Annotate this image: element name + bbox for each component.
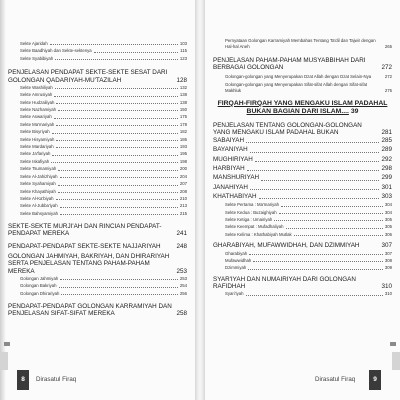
entry-title: Dzimmiyah	[225, 265, 247, 271]
section-page: 272	[381, 64, 392, 72]
section-title: GOLONGAN JAHMIYAH, BAKRIYAH, DAN DHIRARIYAH SERTA PENJELASAN TENTANG PAHAM-PAHAM MEREKA	[8, 253, 170, 275]
entry-page: 265	[384, 44, 392, 49]
toc-entry	[8, 55, 187, 62]
chapter-title-line2	[213, 108, 392, 116]
entry-title: Sekte Khayathiyah	[20, 188, 56, 194]
entry-page: 272	[384, 73, 392, 79]
toc-entry	[8, 210, 187, 217]
entry-page: 292	[381, 155, 392, 163]
entry-page: 275	[384, 87, 392, 93]
entry-page: 150	[179, 107, 187, 113]
leader-dots	[60, 214, 178, 215]
toc-entry	[8, 195, 187, 202]
entry-title: SABAIYAH	[213, 137, 245, 145]
leader-dots	[58, 185, 178, 186]
leader-dots	[279, 213, 383, 214]
leader-dots	[52, 133, 178, 134]
entry-title: Sekte Syahamiyah	[20, 181, 56, 187]
entry-page: 298	[381, 165, 392, 173]
toc-entry	[213, 231, 392, 238]
leader-dots	[261, 180, 379, 181]
left-page	[0, 0, 195, 400]
toc-entry	[213, 223, 392, 230]
section-heading	[8, 69, 187, 84]
leader-dots	[52, 155, 177, 156]
entry-title: Sekte Ajaridah	[20, 41, 48, 46]
entry-title: Sekte Ma'mariyah	[20, 121, 55, 127]
toc-entry	[213, 38, 392, 50]
leader-dots	[60, 207, 178, 208]
section-title: GHARABIYAH, MUFAWWIDHAH, DAN DZIMMIYAH	[213, 242, 360, 250]
leader-dots	[286, 228, 383, 229]
section-items	[213, 250, 392, 272]
toc-entry	[213, 192, 392, 201]
entry-page: 115	[180, 48, 187, 54]
section-title: SEKTE-SEKTE MURJI'AH DAN RINCIAN PENDAPAT-PENDAPAT MEREKA	[8, 223, 162, 238]
entry-title: Golongan-golongan yang Menyerupakan Sifat-sifat Allah dengan Sifat-sifat Makhluk	[225, 81, 368, 93]
toc-entry	[213, 74, 392, 80]
toc-entry	[213, 290, 392, 297]
entry-page: 204	[179, 173, 187, 179]
entry-title: Sekte Tsumamiyah	[20, 166, 57, 172]
entry-title: Sekte Bisyriyah	[20, 129, 50, 135]
entry-page: 178	[179, 121, 187, 127]
entry-title: HARBIYAH	[213, 165, 245, 173]
entry-page: 305	[384, 224, 392, 230]
toc-entry	[8, 282, 187, 289]
entry-title: Sekte Ketiga : Umairiyah	[225, 217, 273, 223]
chapter-title	[213, 100, 392, 116]
book-gutter	[195, 0, 205, 400]
toc-entry	[8, 91, 187, 98]
section-page: 310	[381, 283, 392, 291]
section-items	[8, 275, 187, 297]
page-edge-shadow	[0, 0, 6, 400]
section-page: 253	[176, 267, 187, 275]
leader-dots	[94, 52, 178, 53]
entry-title: Golongan Dhirariyah	[20, 290, 60, 296]
entry-page: 193	[179, 144, 187, 150]
section-page: 241	[176, 230, 187, 238]
page-number: 9	[369, 370, 381, 390]
entry-page: 195	[179, 151, 187, 157]
leader-dots	[55, 88, 178, 89]
entry-title: Golongan Bakriyah	[20, 283, 57, 289]
entry-title: Sekte Aswariyah	[20, 114, 52, 120]
entry-title: Sekte Iskafiyah	[20, 158, 50, 164]
toc-entry	[213, 145, 392, 154]
chapter-title-text: BUKAN BAGIAN DARI ISLAM....	[246, 107, 349, 115]
section-page: 248	[176, 242, 187, 250]
toc-entry	[8, 150, 187, 157]
toc-entry	[8, 40, 187, 47]
entry-title: Sekte Ja'fariyah	[20, 151, 51, 157]
leader-dots	[58, 110, 178, 111]
leader-dots	[51, 162, 178, 163]
entry-page: 210	[179, 195, 187, 201]
leader-dots	[248, 269, 383, 270]
leader-dots	[255, 161, 380, 162]
leader-dots	[246, 142, 379, 143]
entry-page: 207	[179, 181, 187, 187]
entry-title: Sekte Keempat : Mufadhaliyah	[225, 224, 284, 230]
toc-entry	[8, 106, 187, 113]
entry-page: 215	[179, 210, 187, 216]
entry-page: 182	[179, 129, 187, 135]
entry-page: 306	[384, 231, 392, 237]
toc-entry	[213, 155, 392, 164]
entry-page: 132	[179, 84, 187, 90]
entry-title: Sekte Amrusiyah	[20, 92, 53, 98]
leader-dots	[56, 140, 177, 141]
leader-dots	[56, 199, 178, 200]
page-tab-marker	[4, 342, 10, 346]
entry-title: Sekte Kedua : Buzaighiyah	[225, 209, 277, 215]
entry-title: Pernyataan Golongan Karramiyah Membahas Tentang Ta'dil dan Tajwir dengan Hal-hal Aneh	[225, 38, 376, 49]
toc-entry	[8, 84, 187, 91]
entry-page: 208	[179, 188, 187, 194]
entry-title: Golongan-golongan yang Menyerupakan Dzat Allah dengan Dzat Selain-Nya	[225, 73, 372, 79]
section-heading	[8, 303, 187, 318]
section-heading	[8, 243, 187, 250]
leader-dots	[56, 125, 178, 126]
entry-title: Sekte Syabibiyah	[20, 55, 54, 61]
page-footer	[205, 366, 400, 400]
section-heading	[213, 242, 392, 249]
toc-entry	[213, 257, 392, 264]
entry-title: Sekte Al-Jubba'iyah	[20, 203, 58, 209]
section-heading	[8, 223, 187, 238]
entry-page: 304	[384, 209, 392, 215]
entry-page: 303	[381, 192, 392, 200]
page-footer	[0, 366, 195, 400]
toc-entry	[213, 216, 392, 223]
entry-page: 138	[179, 99, 187, 105]
toc-entry	[8, 165, 187, 172]
toc-entry	[8, 136, 187, 143]
leader-dots	[58, 192, 178, 193]
entry-page: 299	[381, 174, 392, 182]
entry-page: 285	[381, 137, 392, 145]
leader-dots	[50, 44, 178, 45]
leader-dots	[246, 295, 383, 296]
toc-entry	[8, 121, 187, 128]
entry-page: 253	[179, 275, 187, 281]
toc-entry	[8, 202, 187, 209]
left-toc	[8, 40, 187, 318]
leader-dots	[56, 103, 177, 104]
page-tab-marker	[390, 342, 396, 346]
leader-dots	[54, 118, 178, 119]
section-title: SYAR'IYAH DAN NUMAIRIYAH DARI GOLONGAN RAFIDHAH	[213, 275, 356, 291]
entry-title: KHATHABIYAH	[213, 192, 257, 200]
toc-entry	[8, 143, 187, 150]
toc-entry	[8, 173, 187, 180]
leader-dots	[259, 198, 380, 199]
entry-page: 309	[384, 265, 392, 271]
entry-title: MUGHIRIYAH	[213, 155, 253, 163]
main-entries	[213, 136, 392, 201]
entry-page: 103	[179, 41, 187, 46]
entry-page: 138	[179, 92, 187, 98]
entry-page: 307	[384, 250, 392, 256]
leader-dots	[253, 261, 383, 262]
section-heading	[213, 122, 392, 137]
leader-dots	[281, 206, 383, 207]
entry-page: 256	[179, 290, 187, 296]
section-items	[213, 290, 392, 297]
leader-dots	[61, 294, 177, 295]
leader-dots	[58, 170, 178, 171]
section-page: 307	[381, 242, 392, 250]
toc-entry	[8, 47, 187, 54]
entry-page: 305	[384, 217, 392, 223]
page-number: 8	[17, 370, 29, 390]
toc-entry	[213, 183, 392, 192]
entry-title: Sekte Al-Jahizhiyah	[20, 173, 58, 179]
entry-title: Sekte Hisyamiyah	[20, 136, 55, 142]
entry-page: 123	[179, 55, 187, 61]
leader-dots	[60, 279, 178, 280]
entry-title: Sekte Washiliyah	[20, 84, 53, 90]
toc-entry	[8, 113, 187, 120]
toc-entry	[8, 188, 187, 195]
leader-dots	[249, 254, 383, 255]
entry-page: 213	[179, 203, 187, 209]
toc-entry	[8, 290, 187, 297]
section-title: PENJELASAN PENDAPAT SEKTE-SEKTE SESAT DARI GOLONGAN QADARIYAH-MU'TAZILAH	[8, 69, 168, 84]
leader-dots	[294, 235, 383, 236]
leader-dots	[54, 96, 178, 97]
leader-dots	[274, 220, 383, 221]
toc-entry	[8, 158, 187, 165]
section-heading	[213, 276, 392, 291]
toc-entry	[8, 99, 187, 106]
entry-page: 308	[384, 258, 392, 263]
toc-entry	[213, 264, 392, 271]
entry-page: 186	[179, 136, 187, 142]
entry-page: 304	[384, 202, 392, 208]
entry-title: MANSHURIYAH	[213, 174, 260, 182]
entry-title: Sekte Baadhiyah dan Sekte-sektenya	[20, 48, 92, 54]
entry-page: 289	[381, 146, 392, 154]
running-title: Dirasatul Firaq	[315, 376, 356, 383]
section-title: PENDAPAT-PENDAPAT SEKTE-SEKTE NAJJARIYAH	[8, 242, 161, 250]
entry-page: 254	[179, 283, 187, 289]
section-heading	[213, 57, 392, 72]
entry-title: Sekte Kelima : Khathabiyah Mutlak	[225, 231, 292, 237]
toc-entry	[8, 275, 187, 282]
toc-entry	[213, 209, 392, 216]
entry-title: Sekte Hudzailiyah	[20, 99, 55, 105]
entry-title: Golongan Jahmiyah	[20, 275, 59, 281]
toc-entry	[213, 173, 392, 182]
entry-title: Sekte Bahsyamiyah	[20, 210, 58, 216]
entry-page: 301	[381, 183, 392, 191]
right-page	[205, 0, 400, 400]
entry-page: 175	[179, 114, 187, 120]
entry-title: Mufawwidhah	[225, 258, 252, 263]
section-page: 281	[381, 128, 392, 136]
toc-entry	[8, 180, 187, 187]
entry-title: Sekte Mardariyah	[20, 144, 54, 150]
right-toc	[213, 38, 392, 298]
section-page: 128	[176, 76, 187, 84]
section-items	[8, 84, 187, 217]
section-page: 258	[176, 310, 187, 318]
leader-dots	[59, 287, 178, 288]
section-title: PENJELASAN PAHAM-PAHAM MUSYABBIHAH DARI BERBAGAI GOLONGAN	[213, 57, 366, 72]
section-title: PENDAPAT-PENDAPAT GOLONGAN KARRAMIYAH DAN PENJELASAN SIFAT-SIFAT MEREKA	[8, 303, 172, 318]
entry-title: Gharabiyah	[225, 250, 248, 256]
toc-entry	[213, 82, 392, 94]
toc-entry	[213, 250, 392, 257]
entry-title: Syari'iyah	[225, 291, 244, 297]
entry-page: 200	[179, 166, 187, 172]
toc-entry	[8, 128, 187, 135]
entry-title: JANAHIYAH	[213, 183, 248, 191]
entry-title: Sekte Nazhamiyah	[20, 107, 57, 113]
entry-page: 310	[384, 291, 392, 297]
chapter-title-line1: FIRQAH-FIRQAH YANG MENGAKU ISLAM PADAHAL	[217, 99, 388, 107]
leader-dots	[60, 177, 178, 178]
leader-dots	[250, 152, 380, 153]
toc-entry	[213, 136, 392, 145]
section-items	[213, 201, 392, 238]
toc-entry	[213, 164, 392, 173]
chapter-page: 39	[350, 107, 359, 115]
entry-page: 198	[179, 158, 187, 164]
entry-title: Sekte Pertama : Ma'mariyah	[225, 202, 280, 208]
leader-dots	[55, 59, 178, 60]
entry-title: Sekte Al-Ka'biyah	[20, 195, 54, 201]
section-title: PENJELASAN TENTANG GOLONGAN-GOLONGAN YANG MENGAKU ISLAM PADAHAL BUKAN	[213, 121, 362, 136]
entry-title: BAYANIYAH	[213, 146, 248, 154]
leader-dots	[250, 189, 380, 190]
section-heading	[8, 253, 187, 275]
leader-dots	[56, 147, 178, 148]
leader-dots	[247, 170, 380, 171]
toc-entry	[213, 201, 392, 208]
running-title: Dirasatul Firaq	[36, 376, 77, 383]
